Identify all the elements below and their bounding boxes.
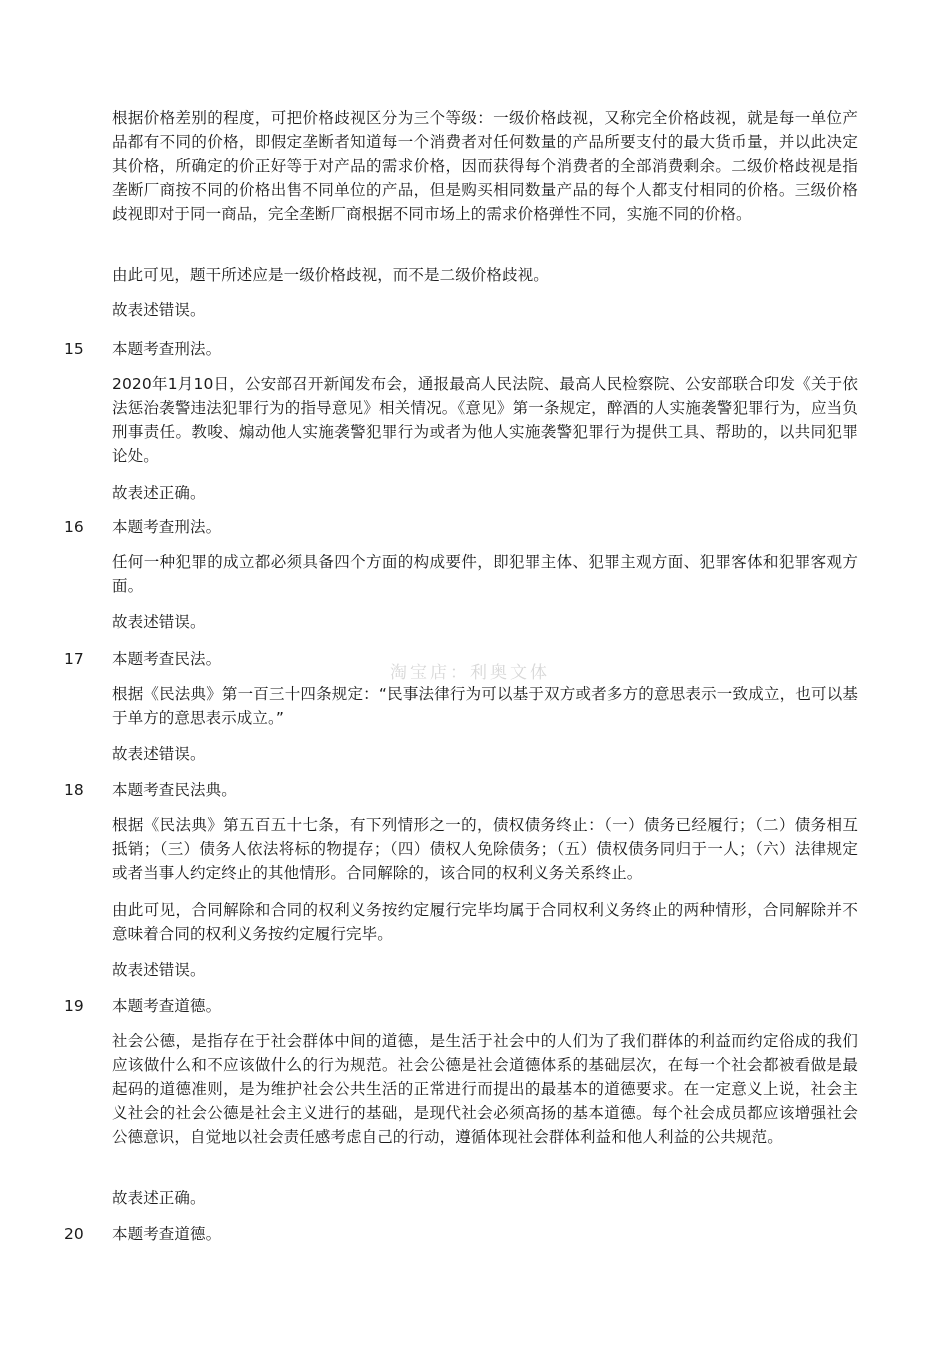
paragraph-text: 任何一种犯罪的成立都必须具备四个方面的构成要件，即犯罪主体、犯罪主观方面、犯罪客体和犯罪客观方面。 — [112, 553, 858, 595]
item-paragraph — [112, 958, 858, 982]
item-paragraph — [112, 742, 858, 766]
paragraph-text: 故表述错误。 — [112, 961, 206, 979]
item-paragraph — [112, 481, 858, 505]
paragraph-text: 2020年1月10日，公安部召开新闻发布会，通报最高人民法院、最高人民检察院、公安部联合印发《关于依法惩治袭警违法犯罪行为的指导意见》相关情况。《意见》第一条规定，醉酒的人实施袭警犯罪行为，应当负刑事责任。教唆、煽动他人实施袭警犯罪行为或者为他人实施袭警犯罪行为提供工具、帮助的，以共同犯罪论处。 — [112, 375, 858, 465]
paragraph-text: 根据《民法典》第五百五十七条，有下列情形之一的，债权债务终止：（一）债务已经履行；（二）债务相互抵销；（三）债务人依法将标的物提存；（四）债权人免除债务；（五）债权债务同归于一人；（六）法律规定或者当事人约定终止的其他情形。合同解除的，该合同的权利义务关系终止。 — [112, 816, 858, 882]
paragraph-text: 根据《民法典》第一百三十四条规定：“民事法律行为可以基于双方或者多方的意思表示一致成立，也可以基于单方的意思表示成立。” — [112, 685, 858, 727]
item-paragraph — [112, 550, 858, 598]
paragraph-text: 根据价格差别的程度，可把价格歧视区分为三个等级：一级价格歧视，又称完全价格歧视，就是每一单位产品都有不同的价格，即假定垄断者知道每一个消费者对任何数量的产品所要支付的最大货币量，并以此决定其价格，所确定的价正好等于对产品的需求价格，因而获得每个消费者的全部消费剩余。二级价格歧视是指垄断厂商按不同的价格出售不同单位的产品，但是购买相同数量产品的每个人都支付相同的价格。三级价格歧视即对于同一商品，完全垄断厂商根据不同市场上的需求价格弹性不同，实施不同的价格。 — [112, 109, 858, 223]
paragraph-text: 故表述错误。 — [112, 613, 206, 631]
item-number: 15 — [64, 340, 84, 358]
item-paragraph — [112, 1186, 858, 1210]
item-paragraph — [112, 682, 858, 730]
paragraph-text: 故表述错误。 — [112, 301, 206, 319]
item-paragraph — [112, 898, 858, 946]
item-paragraph — [112, 372, 858, 468]
item-number: 16 — [64, 518, 84, 536]
paragraph-text: 故表述正确。 — [112, 484, 206, 502]
paragraph-text: 由此可见，题干所述应是一级价格歧视，而不是二级价格歧视。 — [112, 266, 549, 284]
item-number: 20 — [64, 1225, 84, 1243]
watermark-text: 淘宝店：利奥文体 — [390, 663, 550, 683]
heading-text: 本题考查民法典。 — [112, 781, 237, 799]
continuation-paragraph — [112, 263, 858, 287]
paragraph-text: 社会公德，是指存在于社会群体中间的道德，是生活于社会中的人们为了我们群体的利益而约定俗成的我们应该做什么和不应该做什么的行为规范。社会公德是社会道德体系的基础层次，在每一个社会都被看做是最起码的道德准则，是为维护社会公共生活的正常进行而提出的最基本的道德要求。在一定意义上说，社会主义社会的社会公德是社会主义进行的基础，是现代社会必须高扬的基本道德。每个社会成员都应该增强社会公德意识，自觉地以社会责任感考虑自己的行动，遵循体现社会群体利益和他人利益的公共规范。 — [112, 1032, 858, 1146]
item-heading — [112, 994, 858, 1018]
continuation-paragraph — [112, 298, 858, 322]
item-number: 19 — [64, 997, 84, 1015]
paragraph-text: 由此可见，合同解除和合同的权利义务按约定履行完毕均属于合同权利义务终止的两种情形，合同解除并不意味着合同的权利义务按约定履行完毕。 — [112, 901, 858, 943]
item-number: 18 — [64, 781, 84, 799]
paragraph-text: 故表述错误。 — [112, 745, 206, 763]
paragraph-text: 故表述正确。 — [112, 1189, 206, 1207]
item-heading — [112, 337, 858, 361]
item-number: 17 — [64, 650, 84, 668]
heading-text: 本题考查道德。 — [112, 997, 222, 1015]
item-heading — [112, 515, 858, 539]
item-heading — [112, 1222, 858, 1246]
item-paragraph — [112, 1029, 858, 1149]
item-paragraph — [112, 813, 858, 885]
heading-text: 本题考查刑法。 — [112, 340, 222, 358]
continuation-paragraph — [112, 106, 858, 226]
item-paragraph — [112, 610, 858, 634]
heading-text: 本题考查民法。 — [112, 650, 222, 668]
item-heading — [112, 778, 858, 802]
heading-text: 本题考查道德。 — [112, 1225, 222, 1243]
heading-text: 本题考查刑法。 — [112, 518, 222, 536]
